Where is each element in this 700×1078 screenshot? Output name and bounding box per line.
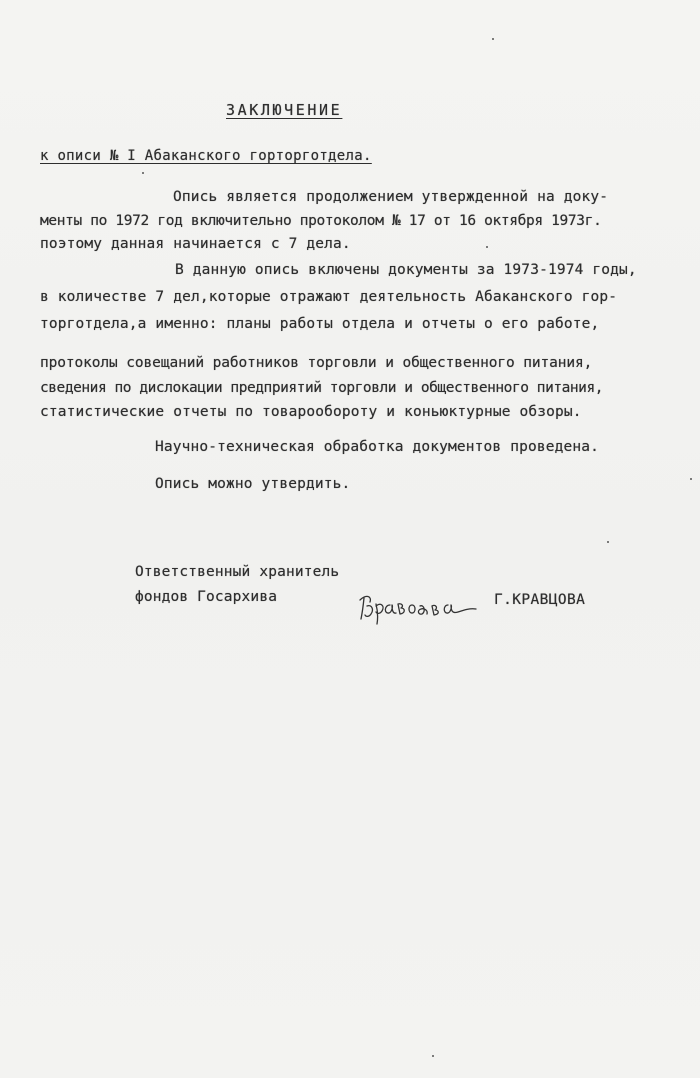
paragraph2-line1: В данную опись включены документы за 1973-1974 годы, [175, 262, 637, 278]
document-title: ЗАКЛЮЧЕНИЕ [226, 101, 343, 119]
handwritten-signature [356, 588, 480, 628]
signer-title-line2: фондов Госархива [135, 589, 278, 605]
paper-speck [486, 246, 488, 248]
signer-name: Г.КРАВЦОВА [494, 592, 586, 608]
paper-speck [432, 1055, 434, 1057]
paper-speck [492, 38, 494, 40]
paper-speck [607, 541, 609, 543]
document-subtitle: к описи № I Абаканского горторготдела. [40, 148, 372, 164]
paper-speck [690, 478, 692, 480]
signer-title-line1: Ответственный хранитель [135, 564, 340, 580]
paragraph1-line2: менты по 1972 год включительно протоколом № 17 от 16 октября 1973г. [40, 213, 602, 229]
paragraph2-line3: торготдела,а именно: планы работы отдела и отчеты о его работе, [40, 316, 600, 332]
paragraph1-line1: Опись является продолжением утвержденной на доку- [173, 189, 609, 205]
paragraph2-line5: сведения по дислокации предприятий торговли и общественного питания, [40, 380, 604, 396]
paragraph2-line6: статистические отчеты по товарообороту и коньюктурные обзоры. [40, 404, 582, 420]
paragraph2-line4: протоколы совещаний работников торговли и общественного питания, [40, 355, 593, 371]
paper-speck [142, 172, 144, 174]
paragraph2-line2: в количестве 7 дел,которые отражают деятельность Абаканского гор- [40, 289, 618, 305]
paragraph3: Научно-техническая обработка документов проведена. [155, 439, 599, 455]
paragraph4: Опись можно утвердить. [155, 476, 351, 492]
paragraph1-line3: поэтому данная начинается с 7 дела. [40, 236, 351, 252]
